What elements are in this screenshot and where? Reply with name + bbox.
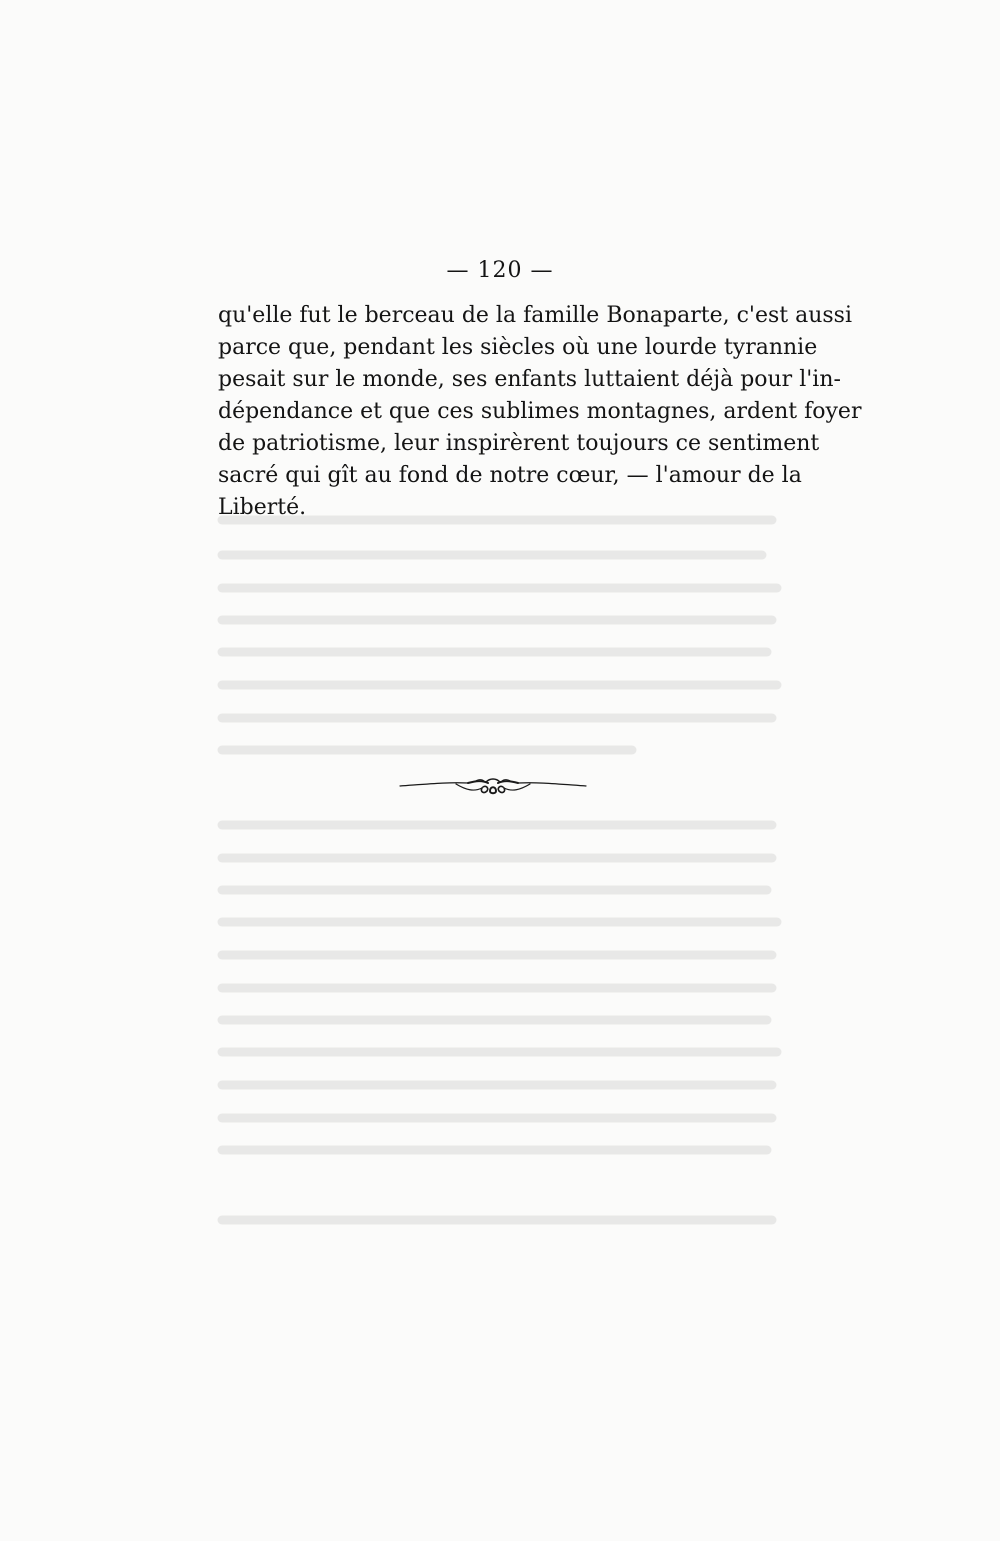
text-line: qu'elle fut le berceau de la famille Bonaparte, c'est aussi bbox=[218, 303, 852, 328]
text-line: parce que, pendant les siècles où une lourde tyrannie bbox=[218, 335, 818, 360]
fleuron-ornament-icon bbox=[398, 770, 588, 800]
bleed-through-texture bbox=[212, 510, 787, 1230]
text-line: sacré qui gît au fond de notre cœur, — l'amour de la bbox=[218, 463, 802, 488]
text-line: pesait sur le monde, ses enfants luttaient déjà pour l'in- bbox=[218, 367, 841, 392]
text-line: Liberté. bbox=[218, 495, 307, 520]
body-paragraph bbox=[218, 300, 862, 524]
page-number: — 120 — bbox=[446, 258, 554, 283]
text-line: dépendance et que ces sublimes montagnes, ardent foyer bbox=[218, 399, 862, 424]
text-line: de patriotisme, leur inspirèrent toujours ce sentiment bbox=[218, 431, 820, 456]
